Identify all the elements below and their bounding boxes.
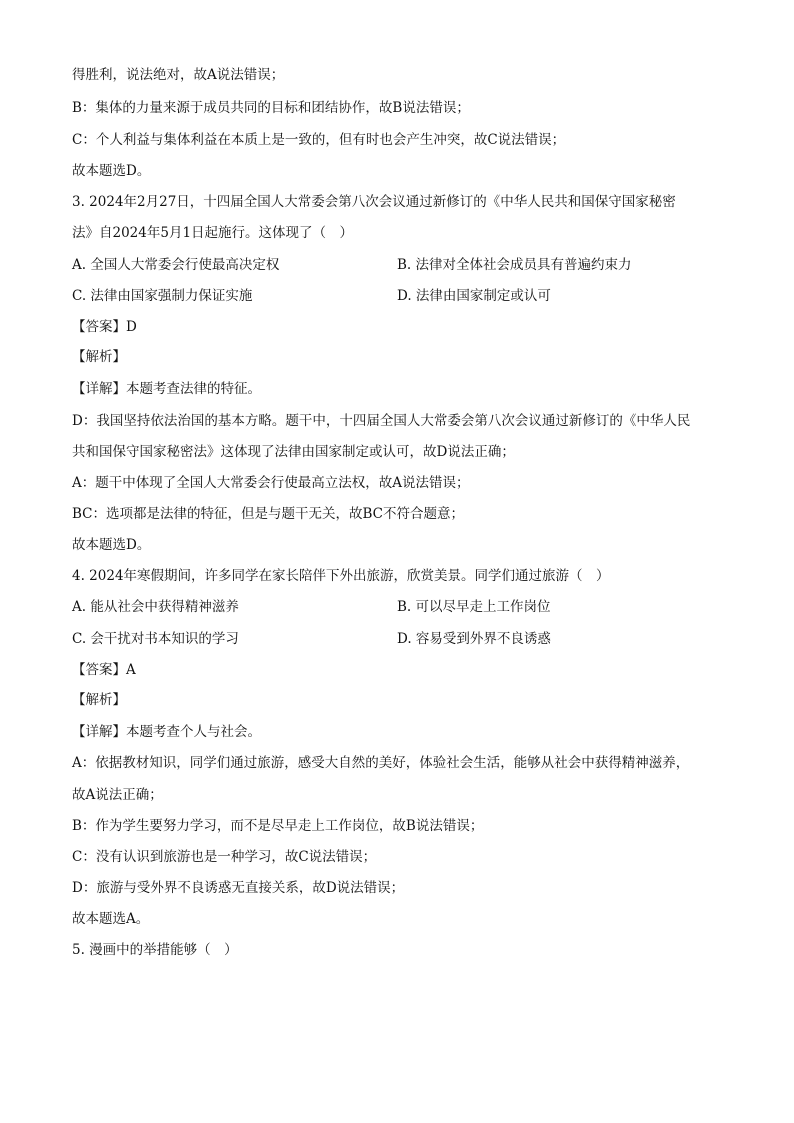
text-line: B：集体的力量来源于成员共同的目标和团结协作，故B说法错误； (72, 100, 470, 116)
text-line: B：作为学生要努力学习，而不是尽早走上工作岗位，故B说法错误； (72, 818, 484, 834)
question-3-stem: 3. 2024年2月27日，十四届全国人大常委会第八次会议通过新修订的《中华人民共和国保守国家秘密 (72, 194, 676, 210)
question-5-stem: 5. 漫画中的举措能够（ ） (72, 942, 238, 958)
analysis-label: 【解析】 (72, 349, 126, 365)
text-line: D：旅游与受外界不良诱惑无直接关系，故D说法错误； (72, 880, 405, 896)
text-line: D：我国坚持依法治国的基本方略。题干中，十四届全国人大常委会第八次会议通过新修订的《中华人民 (72, 413, 691, 429)
q3-option-a: A. 全国人大常委会行使最高决定权 (72, 257, 280, 273)
text-line: A：题干中体现了全国人大常委会行使最高立法权，故A说法错误； (72, 475, 470, 491)
question-3-stem: 法》自2024年5月1日起施行。这体现了（ ） (72, 225, 354, 241)
q3-option-d: D. 法律由国家制定或认可 (397, 288, 551, 304)
text-line: 得胜利，说法绝对，故A说法错误； (72, 67, 285, 83)
text-line: A：依据教材知识，同学们通过旅游，感受大自然的美好，体验社会生活，能够从社会中获得精神滋养， (72, 755, 690, 771)
q4-option-a: A. 能从社会中获得精神滋养 (72, 599, 239, 615)
q3-option-c: C. 法律由国家强制力保证实施 (72, 288, 253, 304)
q4-option-b: B. 可以尽早走上工作岗位 (397, 599, 551, 615)
text-line: 【详解】本题考查个人与社会。 (72, 724, 261, 740)
text-line: 故本题选D。 (72, 537, 151, 553)
question-4-stem: 4. 2024年寒假期间，许多同学在家长陪伴下外出旅游，欣赏美景。同学们通过旅游（ ） (72, 568, 610, 584)
text-line: 共和国保守国家秘密法》这体现了法律由国家制定或认可，故D说法正确； (72, 444, 515, 460)
analysis-label: 【解析】 (72, 692, 126, 708)
answer-label: 【答案】A (72, 662, 136, 678)
text-line: 故本题选A。 (72, 911, 150, 927)
text-line: C：没有认识到旅游也是一种学习，故C说法错误； (72, 849, 377, 865)
q4-option-c: C. 会干扰对书本知识的学习 (72, 631, 239, 647)
text-line: 故本题选D。 (72, 163, 151, 179)
answer-label: 【答案】D (72, 319, 137, 335)
q4-option-d: D. 容易受到外界不良诱惑 (397, 631, 551, 647)
text-line: 故A说法正确； (72, 787, 163, 803)
q3-option-b: B. 法律对全体社会成员具有普遍约束力 (397, 257, 632, 273)
text-line: C：个人利益与集体利益在本质上是一致的，但有时也会产生冲突，故C说法错误； (72, 132, 566, 148)
text-line: BC：选项都是法律的特征，但是与题干无关，故BC不符合题意； (72, 506, 465, 522)
text-line: 【详解】本题考查法律的特征。 (72, 381, 261, 397)
